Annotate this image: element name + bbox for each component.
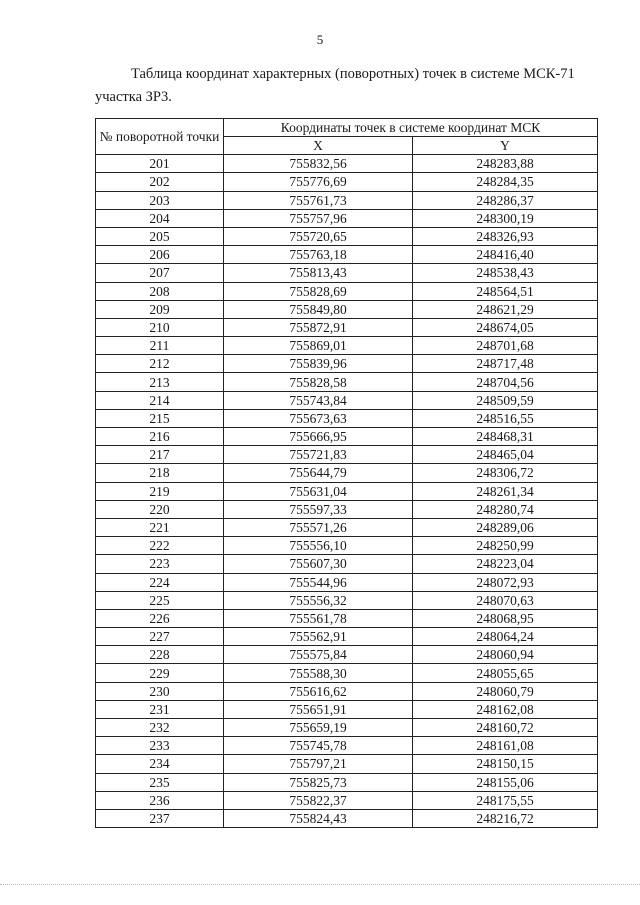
cell-x: 755797,21 (224, 755, 413, 773)
cell-x: 755832,56 (224, 155, 413, 173)
cell-y: 248509,59 (413, 391, 598, 409)
table-title (95, 63, 605, 109)
cell-y: 248564,51 (413, 282, 598, 300)
cell-point: 210 (96, 318, 224, 336)
cell-y: 248701,68 (413, 337, 598, 355)
cell-point: 204 (96, 209, 224, 227)
table-row (96, 355, 598, 373)
table-header (96, 119, 598, 155)
table-row (96, 337, 598, 355)
cell-point: 230 (96, 682, 224, 700)
cell-x: 755644,79 (224, 464, 413, 482)
table-row (96, 373, 598, 391)
table-row (96, 409, 598, 427)
table-row (96, 591, 598, 609)
cell-x: 755839,96 (224, 355, 413, 373)
cell-y: 248280,74 (413, 500, 598, 518)
cell-x: 755824,43 (224, 809, 413, 827)
table-row (96, 173, 598, 191)
cell-x: 755562,91 (224, 628, 413, 646)
cell-x: 755721,83 (224, 446, 413, 464)
cell-x: 755825,73 (224, 773, 413, 791)
cell-point: 217 (96, 446, 224, 464)
header-point-number: № поворотной точки (96, 119, 224, 155)
cell-y: 248704,56 (413, 373, 598, 391)
cell-y: 248216,72 (413, 809, 598, 827)
cell-x: 755761,73 (224, 191, 413, 209)
cell-x: 755575,84 (224, 646, 413, 664)
cell-point: 224 (96, 573, 224, 591)
cell-point: 231 (96, 700, 224, 718)
header-row-1 (96, 119, 598, 137)
table-row (96, 791, 598, 809)
cell-point: 205 (96, 227, 224, 245)
cell-point: 216 (96, 428, 224, 446)
table-row (96, 391, 598, 409)
cell-y: 248060,79 (413, 682, 598, 700)
cell-point: 221 (96, 518, 224, 536)
cell-y: 248717,48 (413, 355, 598, 373)
cell-x: 755763,18 (224, 246, 413, 264)
cell-point: 201 (96, 155, 224, 173)
cell-y: 248468,31 (413, 428, 598, 446)
cell-point: 235 (96, 773, 224, 791)
cell-y: 248300,19 (413, 209, 598, 227)
table-body (96, 155, 598, 828)
cell-y: 248250,99 (413, 537, 598, 555)
header-y: Y (413, 137, 598, 155)
cell-y: 248068,95 (413, 609, 598, 627)
cell-x: 755556,32 (224, 591, 413, 609)
table-row (96, 482, 598, 500)
cell-x: 755666,95 (224, 428, 413, 446)
cell-point: 220 (96, 500, 224, 518)
cell-x: 755828,58 (224, 373, 413, 391)
cell-point: 212 (96, 355, 224, 373)
cell-y: 248072,93 (413, 573, 598, 591)
cell-x: 755659,19 (224, 719, 413, 737)
cell-point: 207 (96, 264, 224, 282)
cell-point: 226 (96, 609, 224, 627)
cell-y: 248306,72 (413, 464, 598, 482)
cell-x: 755571,26 (224, 518, 413, 536)
table-row (96, 628, 598, 646)
table-row (96, 209, 598, 227)
cell-x: 755631,04 (224, 482, 413, 500)
cell-point: 219 (96, 482, 224, 500)
cell-x: 755556,10 (224, 537, 413, 555)
cell-y: 248175,55 (413, 791, 598, 809)
cell-point: 232 (96, 719, 224, 737)
cell-x: 755597,33 (224, 500, 413, 518)
table-row (96, 227, 598, 245)
table-row (96, 573, 598, 591)
table-row (96, 264, 598, 282)
cell-point: 236 (96, 791, 224, 809)
cell-x: 755720,65 (224, 227, 413, 245)
cell-y: 248465,04 (413, 446, 598, 464)
cell-y: 248162,08 (413, 700, 598, 718)
table-row (96, 809, 598, 827)
header-coordinate-system: Координаты точек в системе координат МСК (224, 119, 598, 137)
cell-x: 755776,69 (224, 173, 413, 191)
table-row (96, 282, 598, 300)
cell-y: 248326,93 (413, 227, 598, 245)
cell-point: 209 (96, 300, 224, 318)
cell-y: 248161,08 (413, 737, 598, 755)
cell-x: 755607,30 (224, 555, 413, 573)
table-row (96, 318, 598, 336)
table-row (96, 682, 598, 700)
cell-x: 755872,91 (224, 318, 413, 336)
cell-point: 202 (96, 173, 224, 191)
cell-point: 229 (96, 664, 224, 682)
cell-y: 248055,65 (413, 664, 598, 682)
header-x: X (224, 137, 413, 155)
cell-y: 248286,37 (413, 191, 598, 209)
cell-y: 248289,06 (413, 518, 598, 536)
cell-y: 248261,34 (413, 482, 598, 500)
coordinates-table (95, 118, 598, 828)
cell-x: 755849,80 (224, 300, 413, 318)
cell-y: 248516,55 (413, 409, 598, 427)
cell-point: 213 (96, 373, 224, 391)
cell-point: 223 (96, 555, 224, 573)
cell-y: 248283,88 (413, 155, 598, 173)
table-row (96, 464, 598, 482)
table-row (96, 518, 598, 536)
table-row (96, 428, 598, 446)
table-row (96, 155, 598, 173)
cell-x: 755544,96 (224, 573, 413, 591)
cell-x: 755757,96 (224, 209, 413, 227)
cell-point: 203 (96, 191, 224, 209)
cell-point: 215 (96, 409, 224, 427)
cell-x: 755743,84 (224, 391, 413, 409)
table-row (96, 300, 598, 318)
cell-x: 755813,43 (224, 264, 413, 282)
cell-point: 211 (96, 337, 224, 355)
cell-x: 755822,37 (224, 791, 413, 809)
cell-x: 755561,78 (224, 609, 413, 627)
cell-y: 248416,40 (413, 246, 598, 264)
cell-point: 208 (96, 282, 224, 300)
table-row (96, 500, 598, 518)
cell-x: 755869,01 (224, 337, 413, 355)
table-row (96, 664, 598, 682)
cell-point: 218 (96, 464, 224, 482)
page-number: 5 (316, 32, 324, 47)
cell-y: 248060,94 (413, 646, 598, 664)
cell-x: 755828,69 (224, 282, 413, 300)
table-row (96, 609, 598, 627)
cell-point: 234 (96, 755, 224, 773)
table-row (96, 646, 598, 664)
cell-y: 248223,04 (413, 555, 598, 573)
cell-x: 755745,78 (224, 737, 413, 755)
cell-y: 248070,63 (413, 591, 598, 609)
cell-x: 755651,91 (224, 700, 413, 718)
cell-point: 214 (96, 391, 224, 409)
cell-y: 248674,05 (413, 318, 598, 336)
cell-x: 755616,62 (224, 682, 413, 700)
cell-point: 237 (96, 809, 224, 827)
cell-x: 755673,63 (224, 409, 413, 427)
cell-y: 248150,15 (413, 755, 598, 773)
table-title-line-2: участка ЗР3. (95, 89, 172, 105)
table-row (96, 700, 598, 718)
page-footer-line (0, 884, 640, 889)
cell-x: 755588,30 (224, 664, 413, 682)
cell-point: 206 (96, 246, 224, 264)
cell-y: 248160,72 (413, 719, 598, 737)
cell-y: 248538,43 (413, 264, 598, 282)
table-title-line-1: Таблица координат характерных (поворотных) точек в системе МСК-71 (131, 66, 575, 82)
cell-point: 233 (96, 737, 224, 755)
table-row (96, 737, 598, 755)
table-row (96, 537, 598, 555)
table-row (96, 191, 598, 209)
cell-y: 248064,24 (413, 628, 598, 646)
cell-point: 228 (96, 646, 224, 664)
cell-y: 248284,35 (413, 173, 598, 191)
cell-y: 248155,06 (413, 773, 598, 791)
table-row (96, 719, 598, 737)
cell-point: 225 (96, 591, 224, 609)
table-row (96, 246, 598, 264)
cell-point: 227 (96, 628, 224, 646)
table-row (96, 755, 598, 773)
cell-point: 222 (96, 537, 224, 555)
table-row (96, 446, 598, 464)
table-row (96, 555, 598, 573)
cell-y: 248621,29 (413, 300, 598, 318)
table-row (96, 773, 598, 791)
